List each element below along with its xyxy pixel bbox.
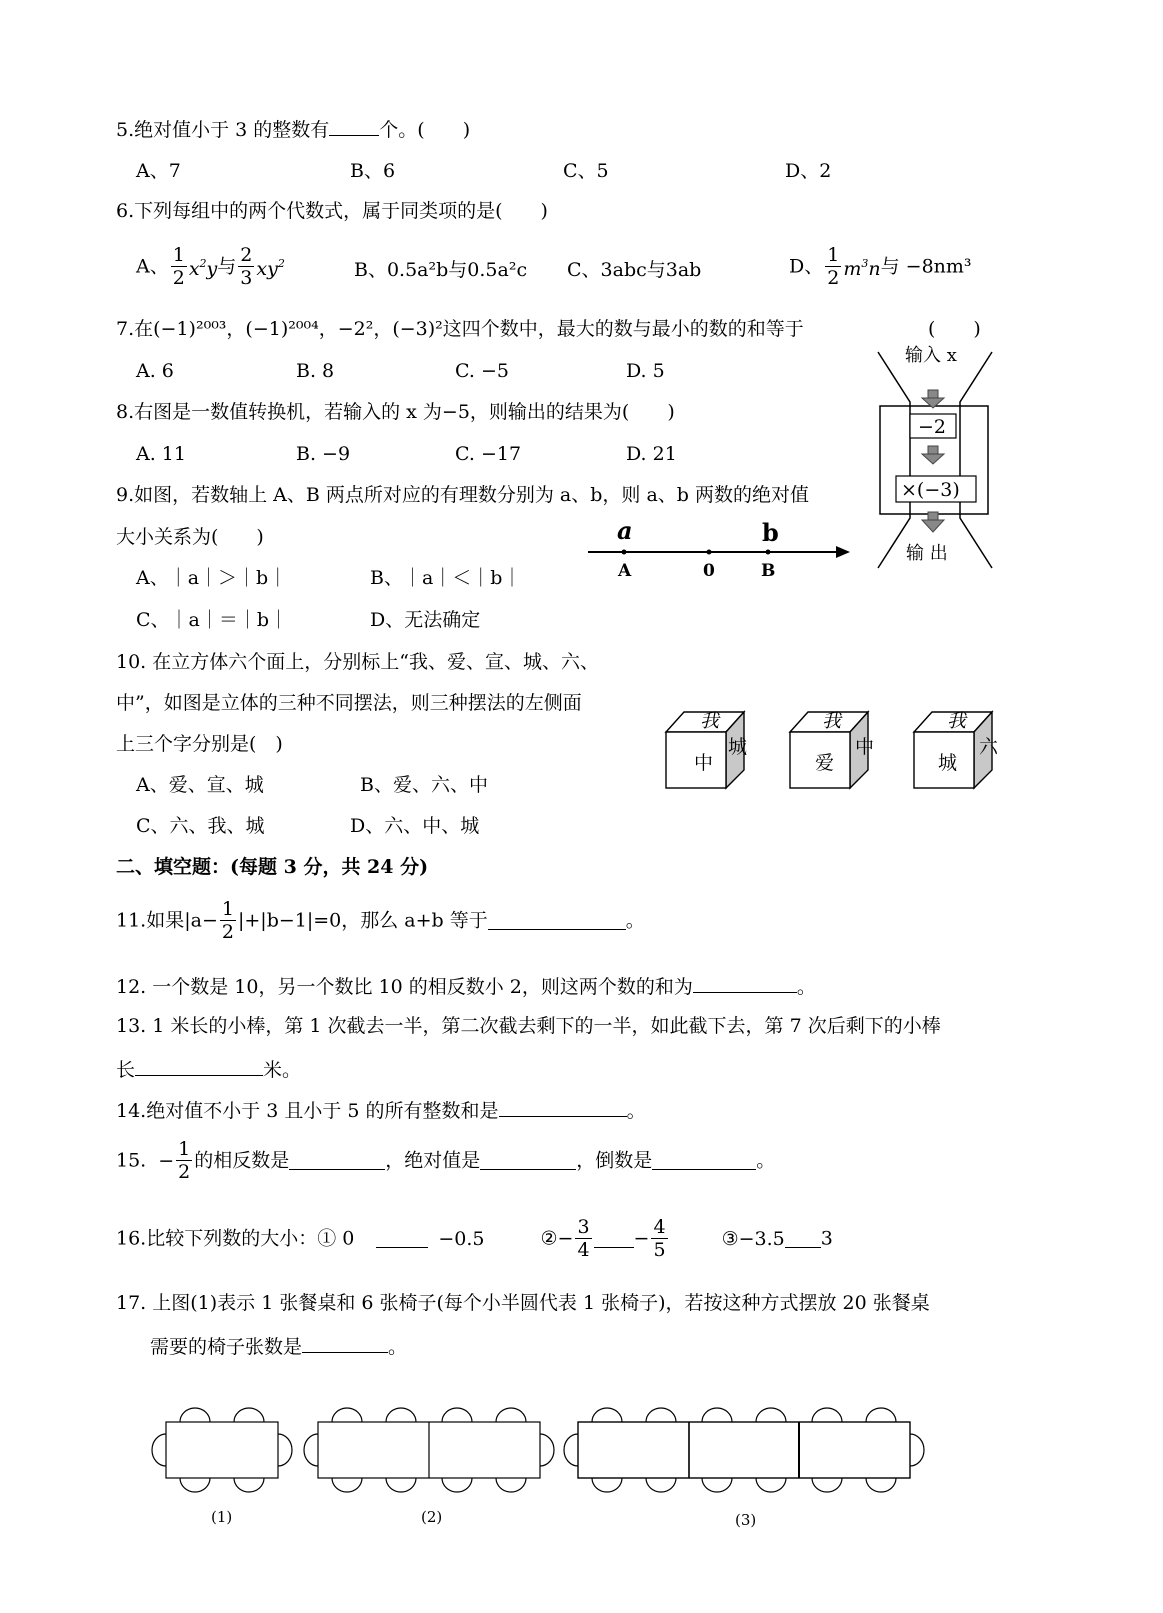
machine-step-subtract: −2 [918,416,947,438]
q6-stem: 6.下列每组中的两个代数式，属于同类项的是( ) [116,200,548,222]
q15: 15. − $\frac{1}{2}$ 的相反数是 ，绝对值是 ，倒数是 。 [116,1138,776,1183]
q6-option-c[interactable]: C、3abc与3ab [567,259,702,281]
point-b-value: b [762,518,779,547]
cube-2-front: 爱 [815,752,835,774]
q5-stem: 5.绝对值小于 3 的整数有 个。( ) [116,119,471,141]
table-arrangement-3 [562,1402,932,1492]
q9-stem: 9.如图，若数轴上 A、B 两点所对应的有理数分别为 a、b，则 a、b 两数的绝对值 [116,484,809,506]
q15-blank-opposite[interactable] [289,1151,385,1170]
q5-option-a[interactable]: A、7 [136,160,181,182]
q10-option-c[interactable]: C、六、我、城 [136,815,265,837]
q8-stem: 8.右图是一数值转换机，若输入的 x 为−5，则输出的结果为( ) [116,401,675,423]
q7-stem: 7.在(−1)²⁰⁰³，(−1)²⁰⁰⁴，−2²，(−3)²这四个数中，最大的数与最小的数的和等于 [116,318,804,340]
table-arrangement-2 [302,1402,562,1492]
machine-input-label: 输入 x [905,345,957,366]
q8-option-d[interactable]: D. 21 [626,443,677,465]
q10-option-b[interactable]: B、爱、六、中 [360,774,488,796]
q6-option-b[interactable]: B、0.5a²b与0.5a²c [354,259,528,281]
q9-stem-line2: 大小关系为( ) [116,526,264,548]
q9-option-a[interactable]: A、｜a｜＞｜b｜ [136,567,288,589]
q10-line1: 10. 在立方体六个面上，分别标上“我、爱、宣、城、六、 [116,651,599,673]
q16: 16.比较下列数的大小：① 0 −0.5 ②− $\frac{3}{4}$ − $\frac{4}{5}$ ③−3.5 3 [116,1216,833,1261]
q6-option-d[interactable]: D、 $\frac{1}{2}$ $m^3n$与 −8nm³ [789,244,972,289]
q10-option-a[interactable]: A、爱、宣、城 [136,774,264,796]
q9-option-c[interactable]: C、｜a｜＝｜b｜ [136,609,289,631]
q14: 14.绝对值不小于 3 且小于 5 的所有整数和是 。 [116,1100,646,1122]
caption-figure-3: (3) [735,1511,757,1529]
point-b-label: B [761,561,776,581]
q7-paren: ( ) [928,318,981,340]
q13-blank[interactable] [135,1057,263,1076]
q5-option-b[interactable]: B、6 [350,160,396,182]
cube-3-top: 我 [947,710,967,732]
q12-blank[interactable] [693,974,797,993]
section-heading-fill-in: 二、填空题：(每题 3 分，共 24 分) [116,856,429,878]
cube-1-front: 中 [694,752,714,774]
q16-blank-3[interactable] [785,1229,821,1248]
q7-option-a[interactable]: A. 6 [136,360,174,382]
machine-output-label: 输 出 [906,543,948,564]
q10-line3: 上三个字分别是( ) [116,733,283,755]
fraction-two-thirds: $\frac{2}{3}$ [240,244,253,289]
fraction-one-half-q11: $\frac{1}{2}$ [221,898,234,943]
q17-line1: 17. 上图(1)表示 1 张餐桌和 6 张椅子(每个小半圆代表 1 张椅子)，若按这种方式摆放 20 张餐桌 [116,1292,930,1314]
origin-label: 0 [703,561,715,581]
q13-line1: 13. 1 米长的小棒，第 1 次截去一半，第二次截去剩下的一半，如此截下去，第 7 次后剩下的小棒 [116,1015,941,1037]
fraction-one-half: $\frac{1}{2}$ [172,244,185,289]
q10-option-d[interactable]: D、六、中、城 [350,815,480,837]
q12: 12. 一个数是 10，另一个数比 10 的相反数小 2，则这两个数的和为 。 [116,976,816,998]
cube-2-top: 我 [822,710,842,732]
caption-figure-2: (2) [421,1508,443,1526]
q11: 11.如果|a− $\frac{1}{2}$ |+|b−1|=0，那么 a+b 等于 。 [116,898,645,943]
q15-blank-absolute[interactable] [480,1151,576,1170]
fraction-four-fifths: $\frac{4}{5}$ [653,1216,666,1261]
cube-1-top: 我 [700,710,720,732]
q7-option-c[interactable]: C. −5 [455,360,509,382]
fraction-three-fourths: $\frac{3}{4}$ [577,1216,590,1261]
q5-option-d[interactable]: D、2 [785,160,832,182]
q5-blank[interactable] [329,117,379,136]
q9-option-b[interactable]: B、｜a｜＜｜b｜ [370,567,522,589]
q17-line2: 需要的椅子张数是 。 [150,1336,408,1358]
q16-blank-2[interactable] [594,1229,634,1248]
conversion-machine-diagram [870,340,1000,575]
q8-option-c[interactable]: C. −17 [455,443,522,465]
q10-line2: 中”，如图是立体的三种不同摆法，则三种摆法的左侧面 [116,692,582,714]
fraction-one-half-q15: $\frac{1}{2}$ [178,1138,191,1183]
q7-option-d[interactable]: D. 5 [626,360,665,382]
q7-option-b[interactable]: B. 8 [296,360,335,382]
cube-2-side: 中 [855,736,875,758]
fraction-one-half-d: $\frac{1}{2}$ [827,244,840,289]
q6-option-a[interactable]: A、 $\frac{1}{2}$ $x^2y$与 $\frac{2}{3}$ $xy^2$ [136,244,285,289]
q16-blank-1[interactable] [376,1229,428,1248]
machine-step-multiply: ×(−3) [901,479,960,501]
cube-3-front: 城 [938,752,958,774]
q9-option-d[interactable]: D、无法确定 [370,609,481,631]
q14-blank[interactable] [499,1098,627,1117]
q8-option-b[interactable]: B. −9 [296,443,351,465]
q13-line2: 长 米。 [116,1059,302,1081]
table-arrangement-1 [150,1402,300,1492]
q17-blank[interactable] [302,1334,388,1353]
caption-figure-1: (1) [211,1508,233,1526]
point-a-value: a [617,516,633,545]
q8-option-a[interactable]: A. 11 [136,443,186,465]
point-a-label: A [618,561,632,581]
q5-option-c[interactable]: C、5 [563,160,609,182]
q11-blank[interactable] [488,911,626,930]
cube-3-side: 六 [979,736,999,758]
q15-blank-reciprocal[interactable] [652,1151,756,1170]
cube-1-side: 城 [728,736,748,758]
